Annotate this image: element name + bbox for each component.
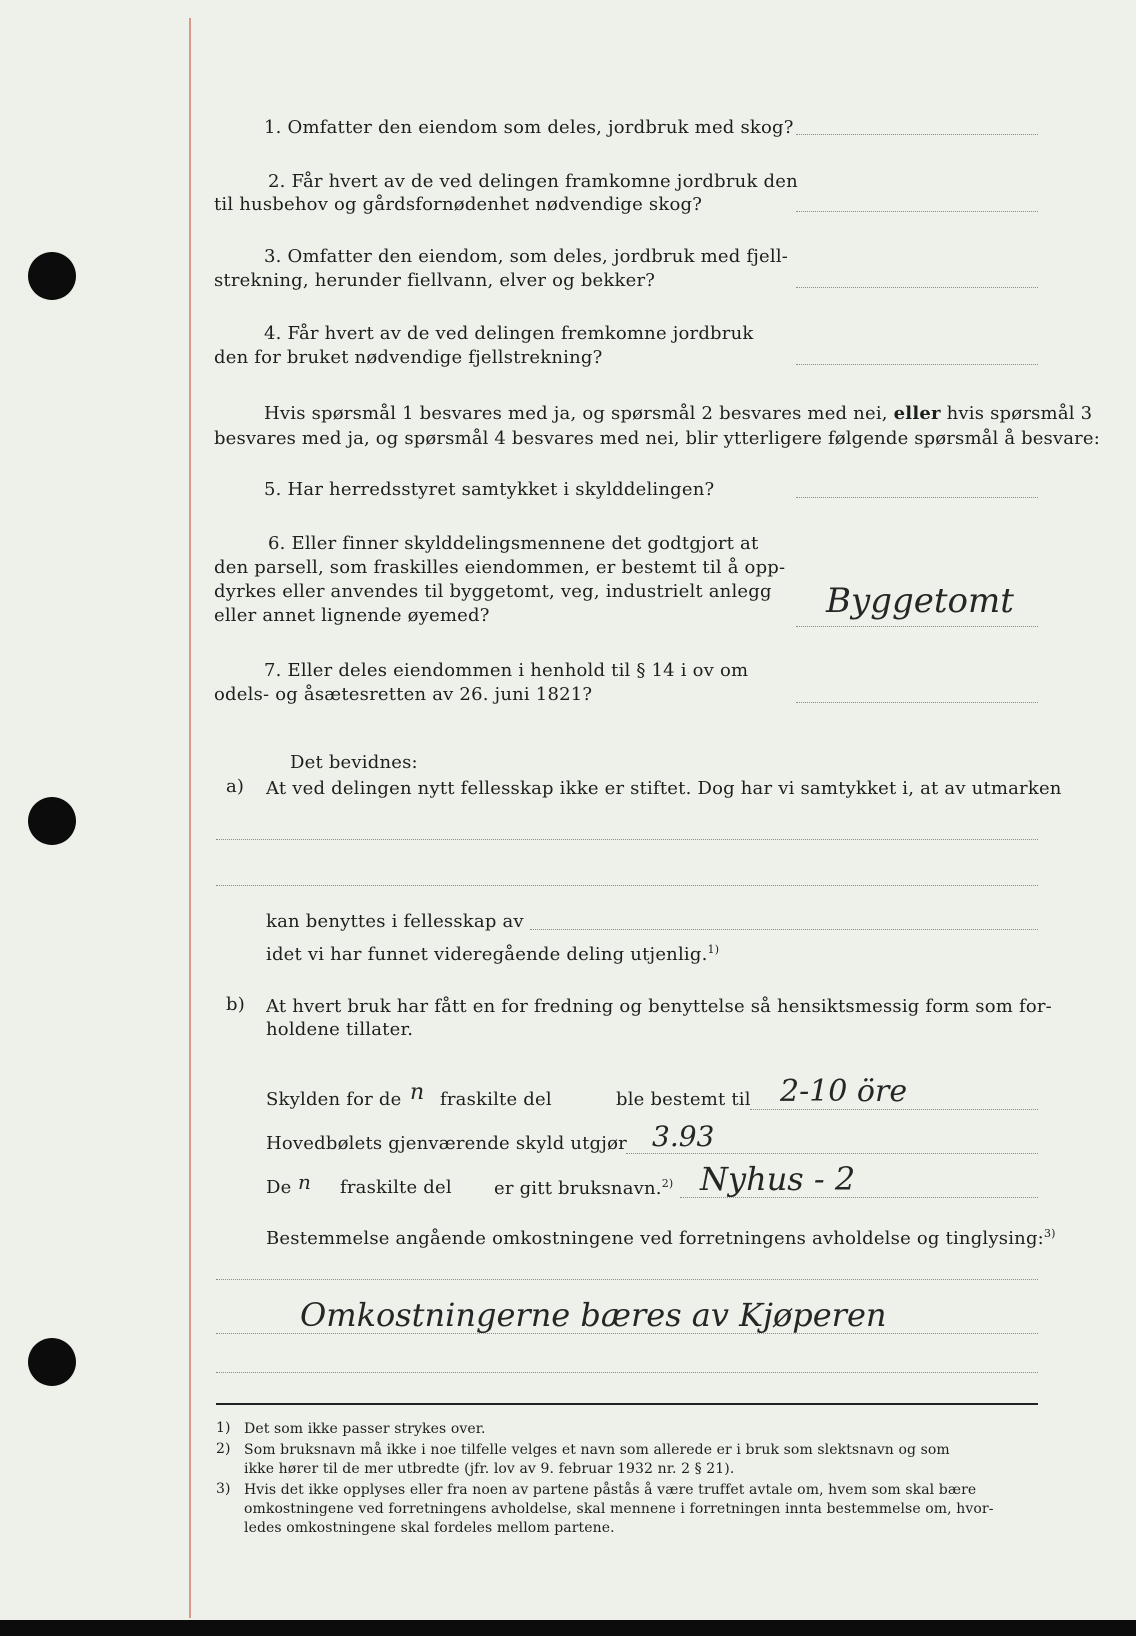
attest-a-common: kan benyttes i fellesskap av [266, 911, 524, 932]
attest-a-text: At ved delingen nytt fellesskap ikke er stiftet. Dog har vi samtykket i, at av utmarken [266, 778, 1062, 799]
footnote-ref-2: 2) [661, 1177, 674, 1190]
footnote-3-line1: Hvis det ikke opplyses eller fra noen av partene påstås å være truffet avtale om, hvem som skal bære [244, 1482, 977, 1498]
name-label3: er gitt bruksnavn. [494, 1178, 662, 1199]
answer-line-7[interactable] [796, 702, 1038, 703]
footnote-2-line2: ikke hører til de mer utbredte (jfr. lov av 9. februar 1932 nr. 2 § 21). [244, 1461, 735, 1477]
name-label2: fraskilte del [340, 1177, 452, 1198]
question-6-line4: eller annet lignende øyemed? [214, 605, 490, 626]
remaining-label: Hovedbølets gjenværende skyld utgjør [266, 1133, 627, 1154]
answer-line-3[interactable] [796, 287, 1038, 288]
blank-line-a2[interactable] [216, 885, 1038, 886]
question-2-line2: til husbehov og gårdsfornødenhet nødvendige skog? [214, 194, 703, 215]
attest-a-footref [266, 943, 719, 965]
intro-line2: besvares med ja, og spørsmål 4 besvares med nei, blir ytterligere følgende spørsmål å besvare: [214, 428, 1100, 449]
skyld-line[interactable] [750, 1109, 1038, 1110]
scan-bottom-edge [0, 1620, 1136, 1636]
costs-line3[interactable] [216, 1372, 1038, 1373]
attest-b-line2: holdene tillater. [266, 1019, 414, 1040]
footnote-separator [216, 1403, 1038, 1405]
answer-line-5[interactable] [796, 497, 1038, 498]
question-7-line2: odels- og åsætesretten av 26. juni 1821? [214, 684, 593, 705]
question-6-handwritten-answer: Byggetomt [826, 581, 1014, 621]
name-label3-wrap [494, 1177, 673, 1199]
question-3-line1: 3. Omfatter den eiendom, som deles, jordbruk med fjell- [264, 246, 789, 267]
answer-line-1[interactable] [796, 134, 1038, 135]
intro-line1 [264, 403, 1092, 424]
skyld-handwritten-value: 2-10 öre [780, 1074, 908, 1109]
attest-b-marker: b) [226, 994, 245, 1015]
attest-a-marker: a) [226, 776, 245, 797]
question-4-line2: den for bruket nødvendige fjellstrekning? [214, 347, 603, 368]
footnote-1: Det som ikke passer strykes over. [244, 1421, 486, 1437]
question-1: 1. Omfatter den eiendom som deles, jordbruk med skog? [264, 117, 794, 138]
red-margin-line [189, 18, 191, 1618]
costs-label: Bestemmelse angående omkostningene ved forretningens avholdelse og tinglysing: [266, 1228, 1044, 1249]
punch-hole-bottom [28, 1338, 76, 1386]
question-6-line1: 6. Eller finner skylddelingsmennene det godtgjort at [268, 533, 759, 554]
footnote-ref-3: 3) [1043, 1227, 1056, 1240]
footnote-ref-1: 1) [707, 943, 720, 956]
question-6-line3: dyrkes eller anvendes til byggetomt, veg, industrielt anlegg [214, 581, 772, 602]
footnote-2-line1: Som bruksnavn må ikke i noe tilfelle velges et navn som allerede er i bruk som slektsnavn og som [244, 1442, 950, 1458]
blank-line-a1[interactable] [216, 839, 1038, 840]
costs-line1[interactable] [216, 1279, 1038, 1280]
attest-heading: Det bevidnes: [290, 752, 418, 773]
footnote-3-line2: omkostningene ved forretningens avholdelse, skal mennene i forretningen innta bestemmelse om, hvor- [244, 1501, 994, 1517]
name-line[interactable] [680, 1197, 1038, 1198]
blank-line-common[interactable] [530, 929, 1038, 930]
answer-line-4[interactable] [796, 364, 1038, 365]
punch-hole-top [28, 252, 76, 300]
name-handwritten-value: Nyhus - 2 [700, 1160, 856, 1198]
skyld-handwritten-n: n [410, 1080, 425, 1105]
name-handwritten-n: n [298, 1170, 311, 1194]
remaining-handwritten-value: 3.93 [652, 1120, 715, 1153]
attest-a-footref-text: idet vi har funnet videregående deling utjenlig. [266, 944, 708, 965]
attest-b-line1: At hvert bruk har fått en for fredning og benyttelse så hensiktsmessig form som for- [266, 996, 1052, 1017]
question-6-line2: den parsell, som fraskilles eiendommen, er bestemt til å opp- [214, 557, 786, 578]
intro-bold-word: eller [893, 403, 941, 424]
footnote-1-mark: 1) [216, 1420, 231, 1436]
costs-label-wrap [266, 1227, 1056, 1249]
answer-line-2[interactable] [796, 211, 1038, 212]
question-5: 5. Har herredsstyret samtykket i skylddelingen? [264, 479, 715, 500]
answer-line-6[interactable] [796, 626, 1038, 627]
remaining-line[interactable] [626, 1153, 1038, 1154]
costs-handwritten-value: Omkostningerne bæres av Kjøperen [300, 1296, 887, 1334]
skyld-label3: ble bestemt til [616, 1089, 751, 1110]
costs-line2[interactable] [216, 1333, 1038, 1334]
punch-hole-middle [28, 797, 76, 845]
name-label1: De [266, 1177, 292, 1198]
skyld-label1: Skylden for de [266, 1089, 402, 1110]
question-2-line1: 2. Får hvert av de ved delingen framkomne jordbruk den [268, 171, 798, 192]
question-3-line2: strekning, herunder fiellvann, elver og bekker? [214, 270, 656, 291]
footnote-3-line3: ledes omkostningene skal fordeles mellom partene. [244, 1520, 615, 1536]
skyld-label2: fraskilte del [440, 1089, 552, 1110]
footnote-2-mark: 2) [216, 1441, 231, 1457]
question-4-line1: 4. Får hvert av de ved delingen fremkomne jordbruk [264, 323, 754, 344]
question-7-line1: 7. Eller deles eiendommen i henhold til § 14 i ov om [264, 660, 749, 681]
intro-text-b: hvis spørsmål 3 [946, 403, 1093, 424]
intro-text-a: Hvis spørsmål 1 besvares med ja, og spørsmål 2 besvares med nei, [264, 403, 888, 424]
footnote-3-mark: 3) [216, 1481, 231, 1497]
